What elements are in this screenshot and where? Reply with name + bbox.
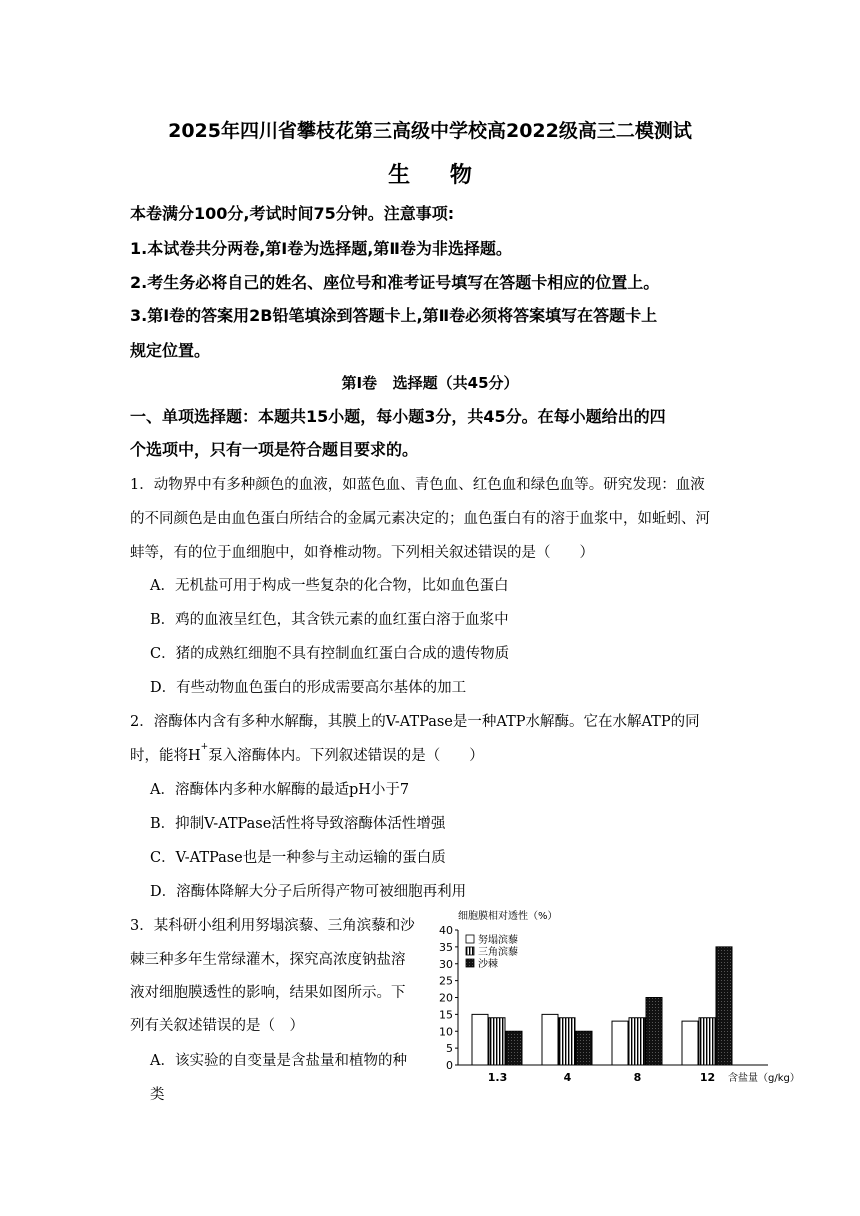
x-tick-label: 8	[633, 1071, 642, 1084]
subject-title: 生 物	[388, 163, 488, 188]
bar-3	[716, 947, 732, 1065]
question-2-stem-line2: 时，能将H+泵入溶酶体内。下列叙述错误的是（ ）	[130, 742, 484, 764]
legend-swatch	[466, 935, 474, 943]
question-2-stem: 2．溶酶体内含有多种水解酶，其膜上的V-ATPase是一种ATP水解酶。它在水解ATP的同	[130, 714, 700, 730]
notice-item-3: 3.第Ⅰ卷的答案用2B铅笔填涂到答题卡上,第Ⅱ卷必须将答案填写在答题卡上	[130, 306, 658, 325]
bar-3	[576, 1031, 592, 1065]
bar-1	[472, 1014, 488, 1065]
y-tick-label: 0	[446, 1059, 453, 1072]
question-3-option-a: A．该实验的自变量是含盐量和植物的种	[150, 1053, 407, 1069]
legend-label: 努塌滨藜	[478, 935, 518, 946]
question-3-stem-line2: 棘三种多年生常绿灌木，探究高浓度钠盐溶	[130, 952, 406, 968]
bar-3	[646, 998, 662, 1066]
notice-intro: 本卷满分100分,考试时间75分钟。注意事项:	[130, 204, 455, 223]
bar-chart-svg	[418, 905, 808, 1090]
section-instruction-cont: 个选项中，只有一项是符合题目要求的。	[130, 440, 419, 459]
question-1-stem: 1．动物界中有多种颜色的血液，如蓝色血、青色血、红色血和绿色血等。研究发现：血液	[130, 477, 705, 493]
question-3-stem-line4: 列有关叙述错误的是（ ）	[130, 1018, 304, 1034]
bar-2	[559, 1018, 575, 1065]
exam-title: 2025年四川省攀枝花第三高级中学校高2022级高三二模测试	[168, 120, 692, 142]
legend-swatch	[466, 959, 474, 967]
question-3-stem: 3．某科研小组利用努塌滨藜、三角滨藜和沙	[130, 918, 415, 934]
x-tick-label: 1.3	[487, 1071, 508, 1084]
bar-1	[542, 1014, 558, 1065]
question-1-option-c: C．猪的成熟红细胞不具有控制血红蛋白合成的遗传物质	[150, 646, 510, 662]
y-tick-label: 40	[439, 924, 453, 937]
bar-3	[506, 1031, 522, 1065]
bar-1	[682, 1021, 698, 1065]
notice-item-3-cont: 规定位置。	[130, 341, 211, 360]
y-tick-label: 25	[439, 974, 453, 988]
notice-item-1: 1.本试卷共分两卷,第Ⅰ卷为选择题,第Ⅱ卷为非选择题。	[130, 239, 512, 258]
question-2-option-d: D．溶酶体降解大分子后所得产物可被细胞再利用	[150, 884, 467, 900]
bar-2	[489, 1018, 505, 1065]
y-axis-label: 细胞膜相对透性（%）	[458, 911, 558, 922]
question-1-option-d: D．有些动物血色蛋白的形成需要高尔基体的加工	[150, 680, 467, 696]
question-3-stem-line3: 液对细胞膜透性的影响，结果如图所示。下	[130, 985, 406, 1001]
question-1-option-a: A．无机盐可用于构成一些复杂的化合物，比如血色蛋白	[150, 578, 509, 594]
y-tick-label: 5	[446, 1042, 453, 1056]
question-3-option-a-cont: 类	[150, 1087, 165, 1103]
legend-label: 三角滨藜	[478, 947, 518, 958]
question-2-option-a: A．溶酶体内多种水解酶的最适pH小于7	[150, 782, 410, 798]
bar-1	[612, 1021, 628, 1065]
bar-2	[629, 1018, 645, 1065]
question-1-stem-line3: 蚌等，有的位于血细胞中，如脊椎动物。下列相关叙述错误的是（ ）	[130, 545, 594, 561]
section-instruction: 一、单项选择题：本题共15小题，每小题3分，共45分。在每小题给出的四	[130, 407, 666, 426]
legend-swatch	[466, 947, 474, 955]
x-tick-label: 12	[699, 1071, 716, 1084]
membrane-permeability-chart	[418, 905, 808, 1090]
legend-label: 沙棘	[478, 959, 498, 970]
y-tick-label: 15	[439, 1008, 453, 1022]
question-1-stem-line2: 的不同颜色是由血色蛋白所结合的金属元素决定的；血色蛋白有的溶于血浆中，如蚯蚓、河	[130, 511, 710, 527]
question-2-option-c: C．V-ATPase也是一种参与主动运输的蛋白质	[150, 850, 446, 866]
x-axis-label: 含盐量（g/kg）	[728, 1073, 800, 1084]
bar-2	[699, 1018, 715, 1065]
y-tick-label: 10	[439, 1025, 453, 1039]
question-1-option-b: B．鸡的血液呈红色，其含铁元素的血红蛋白溶于血浆中	[150, 612, 509, 628]
section-heading: 第Ⅰ卷 选择题（共45分）	[341, 374, 519, 392]
question-2-option-b: B．抑制V-ATPase活性将导致溶酶体活性增强	[150, 816, 446, 832]
y-tick-label: 20	[439, 991, 453, 1005]
y-tick-label: 35	[439, 940, 453, 954]
notice-item-2: 2.考生务必将自己的姓名、座位号和准考证号填写在答题卡相应的位置上。	[130, 273, 660, 292]
y-tick-label: 30	[439, 957, 453, 971]
x-tick-label: 4	[563, 1071, 572, 1084]
